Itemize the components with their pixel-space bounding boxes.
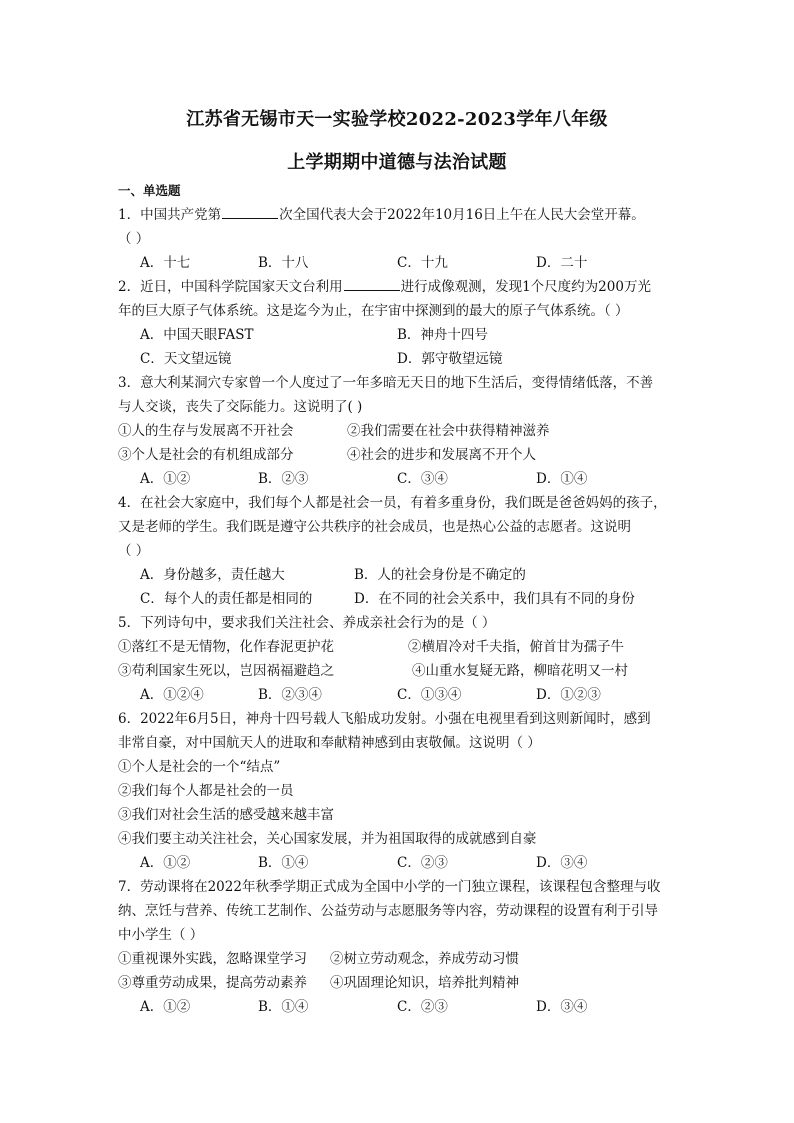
statement-2: ②我们需要在社会中获得精神滋养	[347, 423, 550, 439]
question-3-stem-line-2: 与人交谈，丧失了交际能力。这说明了( )	[118, 399, 363, 415]
options-row	[118, 587, 686, 611]
answer-bracket: （ ）	[118, 543, 150, 559]
question-2	[118, 275, 686, 371]
options-row	[118, 467, 686, 491]
question-4-stem: 4．在社会大家庭中，我们每个人都是社会一员，有着多重身份，我们既是爸爸妈妈的孩子，	[118, 495, 667, 511]
options-row	[118, 995, 686, 1019]
statement-4: ④我们要主动关注社会，关心国家发展，并为祖国取得的成就感到自豪	[118, 831, 537, 847]
options-row	[118, 851, 686, 875]
question-1-stem-cont: 次全国代表大会于2022年10月16日上午在人民大会堂开幕。	[279, 207, 645, 223]
option-a[interactable]: A．身份越多，责任越大	[140, 567, 285, 583]
question-7-stem: 7．劳动课将在2022年秋季学期正式成为全国中小学的一门独立课程，该课程包含整理与收	[118, 879, 661, 895]
exam-title-line-2: 上学期期中道德与法治试题	[287, 152, 507, 173]
question-4-stem-line-2: 又是老师的学生。我们既是遵守公共秩序的社会成员，也是热心公益的志愿者。这说明	[118, 519, 631, 535]
question-5	[118, 611, 686, 707]
statement-4: ④巩固理论知识，培养批判精神	[330, 975, 519, 991]
question-7-stem-line-3: 中小学生（ ）	[118, 927, 204, 943]
question-6	[118, 707, 686, 875]
option-d[interactable]: D．①②③	[536, 687, 601, 703]
option-d[interactable]: D．①④	[536, 471, 588, 487]
option-c[interactable]: C．十九	[397, 255, 448, 271]
question-2-stem-cont: 进行成像观测，发现1个尺度约为200万光	[400, 279, 651, 295]
option-b[interactable]: B．②③④	[258, 687, 322, 703]
options-row	[118, 683, 686, 707]
options-row	[118, 347, 686, 371]
option-c[interactable]: C．每个人的责任都是相同的	[140, 591, 313, 607]
options-row	[118, 323, 686, 347]
question-1	[118, 203, 686, 275]
statement-3: ③我们对社会生活的感受越来越丰富	[118, 807, 334, 823]
option-a[interactable]: A．中国天眼FAST	[140, 327, 254, 343]
option-b[interactable]: B．②③	[258, 471, 309, 487]
fill-in-blank	[344, 275, 400, 291]
option-b[interactable]: B．①④	[258, 855, 309, 871]
statement-1: ①落红不是无情物，化作春泥更护花	[118, 639, 334, 655]
option-a[interactable]: A．①②	[140, 471, 191, 487]
statement-4: ④山重水复疑无路，柳暗花明又一村	[412, 663, 628, 679]
question-4	[118, 491, 686, 611]
option-c[interactable]: C．①③④	[397, 687, 462, 703]
question-2-stem-line-2: 年的巨大原子气体系统。这是迄今为止，在宇宙中探测到的最大的原子气体系统。（ ）	[118, 303, 629, 319]
option-d[interactable]: D．郭守敬望远镜	[397, 351, 503, 367]
option-a[interactable]: A．①②④	[140, 687, 204, 703]
statement-1: ①人的生存与发展离不开社会	[118, 423, 294, 439]
fill-in-blank	[222, 203, 278, 219]
option-b[interactable]: B．十八	[258, 255, 309, 271]
statement-4: ④社会的进步和发展离不开个人	[347, 447, 536, 463]
question-7	[118, 875, 686, 1019]
option-b[interactable]: B．人的社会身份是不确定的	[354, 567, 526, 583]
statement-3: ③个人是社会的有机组成部分	[118, 447, 294, 463]
answer-bracket: （ ）	[118, 231, 150, 247]
statement-2: ②横眉冷对千夫指，俯首甘为孺子牛	[408, 639, 624, 655]
section-heading: 一、单选题	[118, 183, 181, 198]
option-c[interactable]: C．天文望远镜	[140, 351, 232, 367]
exam-title-line-1: 江苏省无锡市天一实验学校2022-2023学年八年级	[186, 109, 608, 130]
option-c[interactable]: C．②③	[397, 855, 448, 871]
question-6-stem-line-2: 非常自豪，对中国航天人的进取和奉献精神感到由衷敬佩。这说明（ ）	[118, 735, 541, 751]
statement-2: ②树立劳动观念，养成劳动习惯	[330, 951, 519, 967]
statements-row	[118, 659, 686, 683]
statements-row	[118, 947, 686, 971]
option-b[interactable]: B．神舟十四号	[397, 327, 488, 343]
question-6-stem: 6．2022年6月5日，神舟十四号载人飞船成功发射。小强在电视里看到这则新闻时，感到	[118, 711, 651, 727]
options-row	[118, 563, 686, 587]
question-7-stem-line-2: 纳、烹饪与营养、传统工艺制作、公益劳动与志愿服务等内容，劳动课程的设置有利于引导	[118, 903, 658, 919]
option-c[interactable]: C．③④	[397, 471, 448, 487]
option-a[interactable]: A．十七	[140, 255, 191, 271]
question-2-stem: 2．近日，中国科学院国家天文台利用	[118, 279, 343, 295]
statement-2: ②我们每个人都是社会的一员	[118, 783, 294, 799]
statement-3: ③苟利国家生死以，岂因祸福避趋之	[118, 663, 334, 679]
statements-row	[118, 443, 686, 467]
question-3	[118, 371, 686, 491]
options-row	[118, 251, 686, 275]
option-b[interactable]: B．①④	[258, 999, 309, 1015]
statements-row	[118, 971, 686, 995]
option-c[interactable]: C．②③	[397, 999, 448, 1015]
option-d[interactable]: D．③④	[536, 855, 588, 871]
option-a[interactable]: A．①②	[140, 999, 191, 1015]
statements-row	[118, 635, 686, 659]
question-5-stem: 5．下列诗句中，要求我们关注社会、养成亲社会行为的是（ ）	[118, 615, 496, 631]
option-d[interactable]: D．在不同的社会关系中，我们具有不同的身份	[354, 591, 635, 607]
option-d[interactable]: D．二十	[536, 255, 588, 271]
question-1-stem: 1．中国共产党第	[118, 207, 222, 223]
question-3-stem: 3．意大利某洞穴专家曾一个人度过了一年多暗无天日的地下生活后，变得情绪低落，不善	[118, 375, 654, 391]
statements-row	[118, 419, 686, 443]
statement-1: ①重视课外实践，忽略课堂学习	[118, 951, 307, 967]
statement-3: ③尊重劳动成果，提高劳动素养	[118, 975, 307, 991]
option-d[interactable]: D．③④	[536, 999, 588, 1015]
option-a[interactable]: A．①②	[140, 855, 191, 871]
statement-1: ①个人是社会的一个“结点”	[118, 759, 281, 775]
